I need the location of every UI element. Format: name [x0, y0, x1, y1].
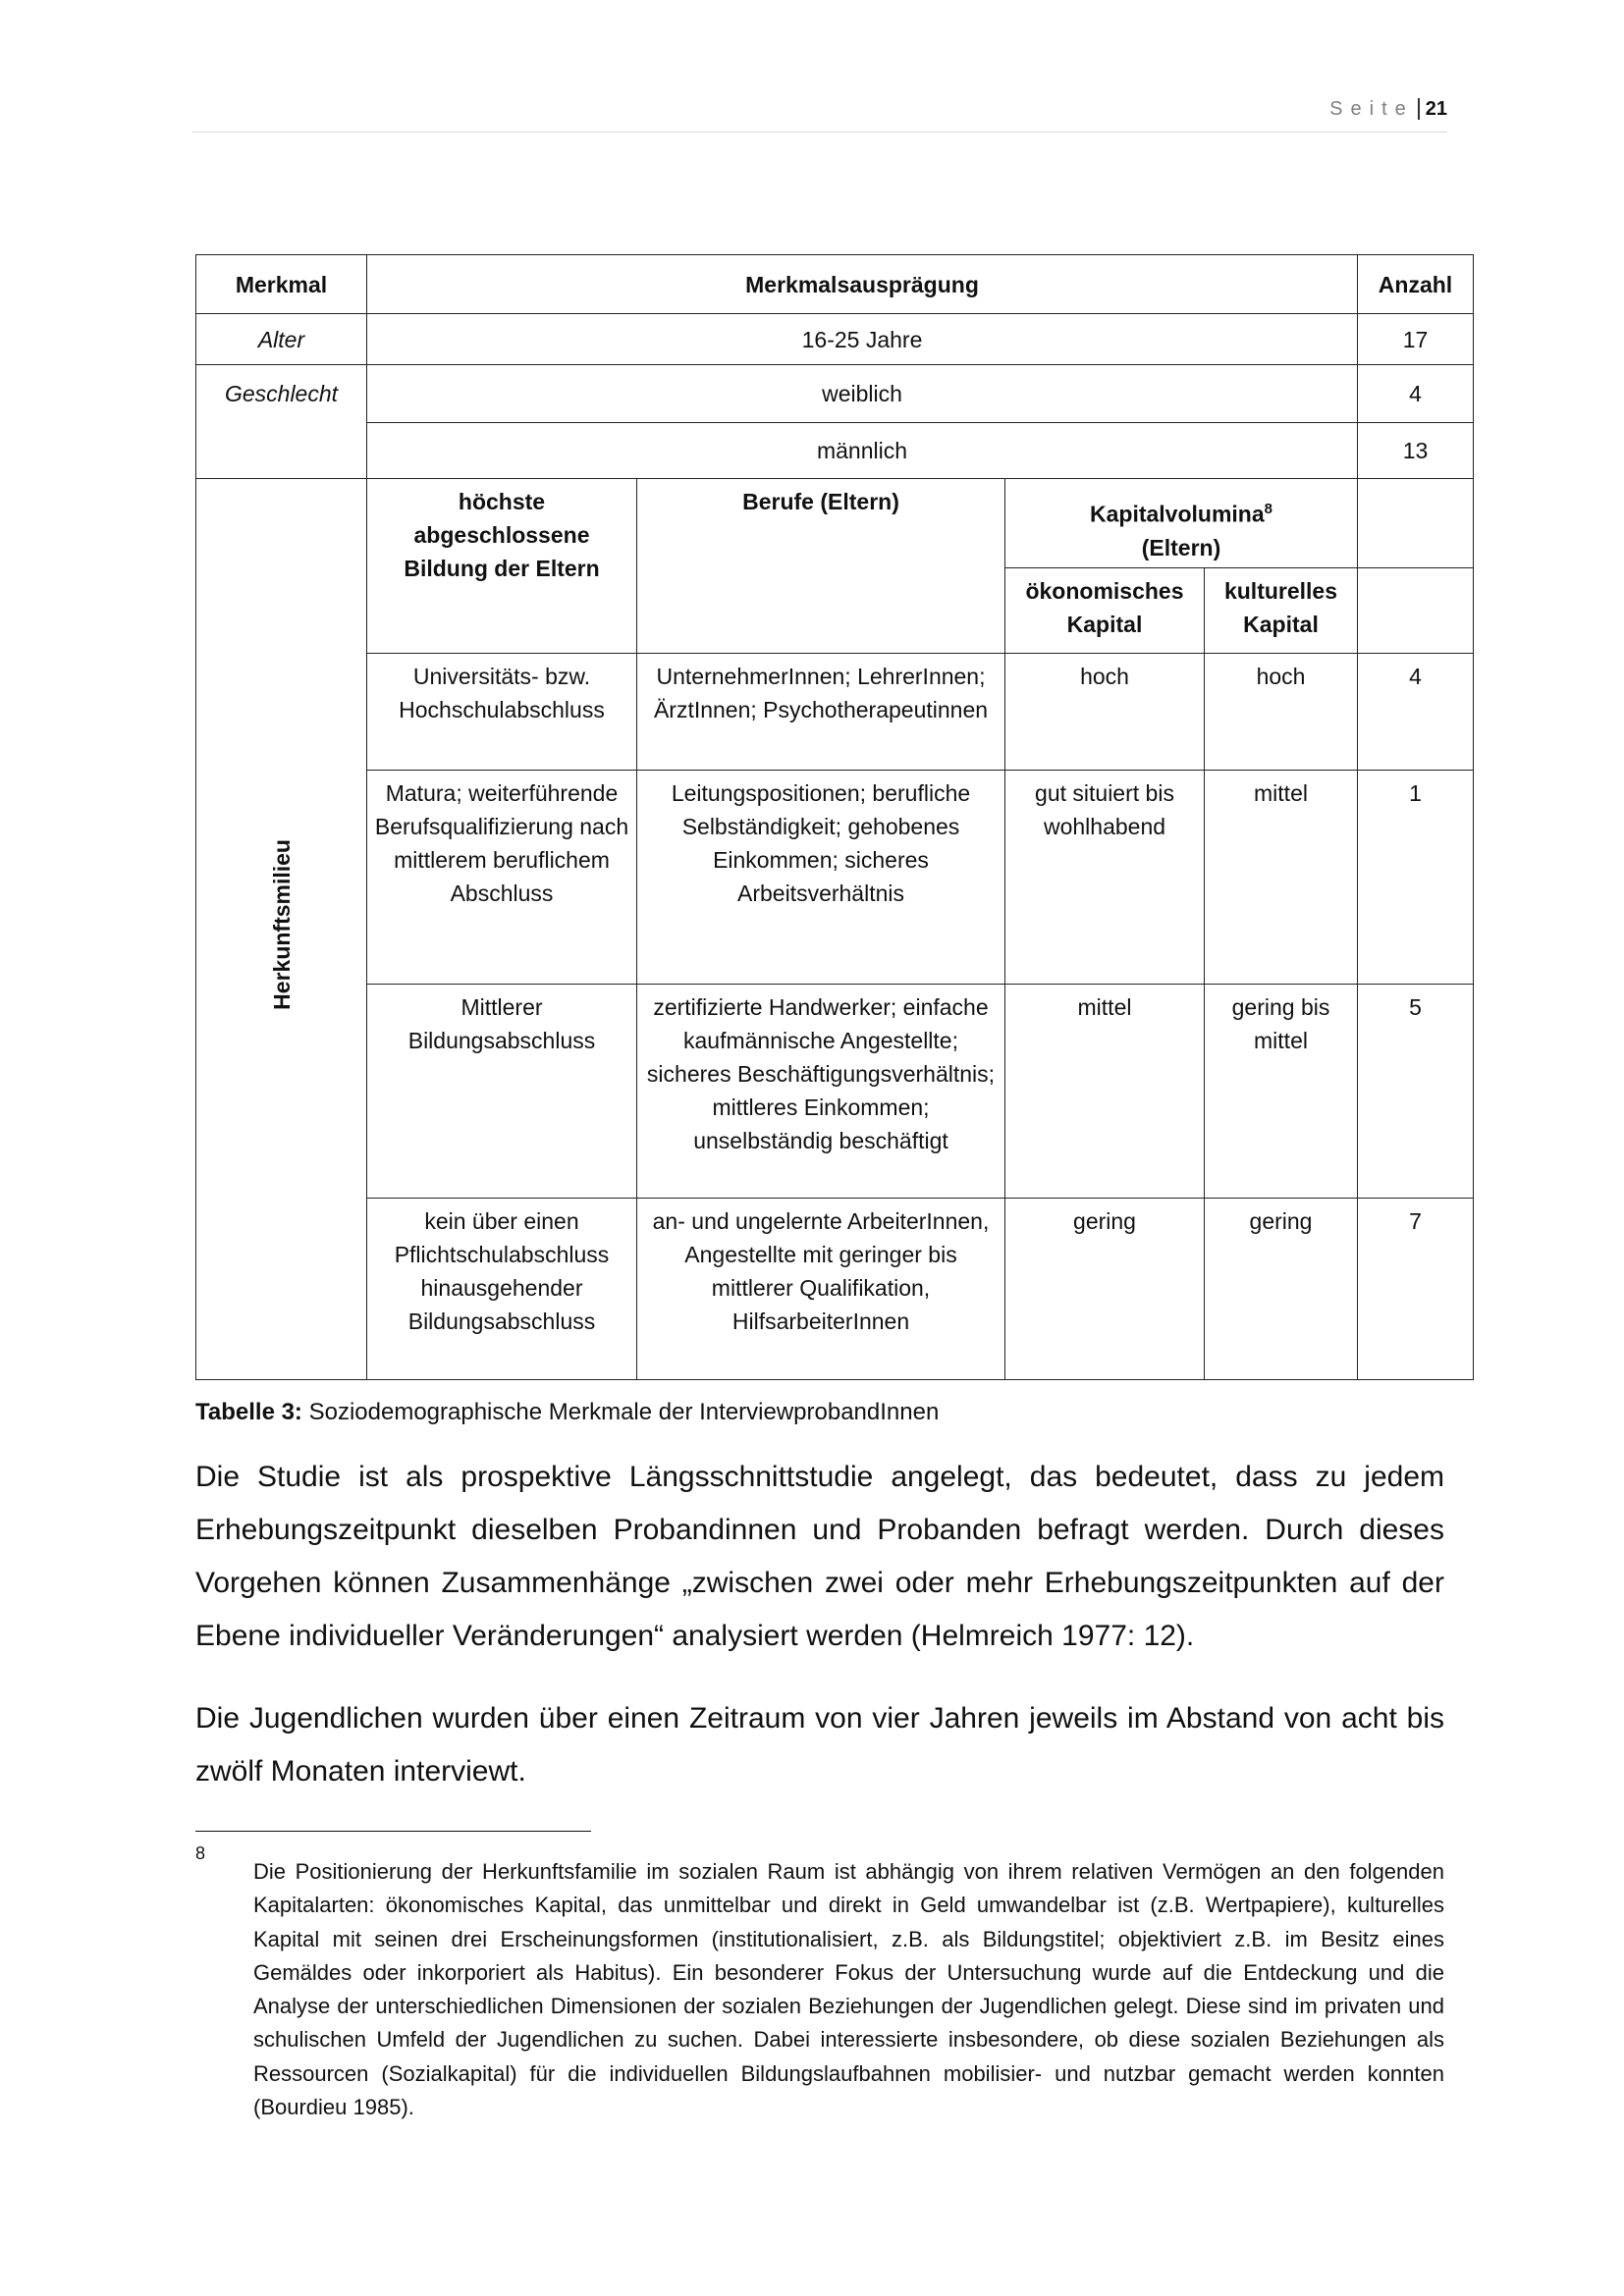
caption-text: Soziodemographische Merkmale der InterviewprobandInnen — [301, 1399, 940, 1425]
count-cell: 5 — [1358, 985, 1474, 1199]
geschlecht-value: männlich — [367, 423, 1358, 479]
oek-cell: gering — [1005, 1199, 1205, 1380]
footnote-mark: 8 — [195, 1843, 206, 1863]
berufe-cell: zertifizierte Handwerker; einfache kaufmännische Angestellte; sicheres Beschäftigungsverhältnis; mittleres Einkommen; unselbständig beschäftigt — [637, 985, 1005, 1199]
alter-value: 16-25 Jahre — [367, 314, 1358, 365]
page-number: 21 — [1418, 98, 1447, 120]
geschlecht-count: 13 — [1358, 423, 1474, 479]
oek-cell: hoch — [1005, 654, 1205, 771]
alter-count: 17 — [1358, 314, 1474, 365]
table-caption — [195, 1399, 939, 1426]
table-header-row — [196, 255, 1474, 314]
milieu-label-cell — [196, 479, 367, 1380]
milieu-subheader-row — [196, 479, 1474, 568]
page-label: Seite — [1329, 98, 1414, 120]
table-row — [196, 314, 1474, 365]
kult-cell: gering bis mittel — [1205, 985, 1358, 1199]
kult-cell: hoch — [1205, 654, 1358, 771]
berufe-cell: Leitungspositionen; berufliche Selbständigkeit; gehobenes Einkommen; sicheres Arbeitsverhältnis — [637, 771, 1005, 985]
footnote-divider — [195, 1831, 591, 1832]
table-row — [196, 654, 1474, 771]
geschlecht-count: 4 — [1358, 365, 1474, 423]
bildung-cell: Matura; weiterführende Berufsqualifizierung nach mittlerem beruflichem Abschluss — [367, 771, 637, 985]
footnote-text: Die Positionierung der Herkunftsfamilie im sozialen Raum ist abhängig von ihrem relativen Vermögen an den folgenden Kapitalarten: ökonomisches Kapital, das unmittelbar und direkt in Geld umwandelbar ist (z.B. Wertpapiere), kulturelles Kapital mit seinen drei Erscheinungsformen (institutionalisiert, z.B. als Bildungstitel; objektiviert z.B. im Besitz eines Gemäldes oder inkorporiert als Habitus). Ein besonderer Fokus der Untersuchung wurde auf die Entdeckung und die Analyse der unterschiedlichen Dimensionen der sozialen Beziehungen der Jugendlichen gelegt. Diese sind im privaten und schulischen Umfeld der Jugendlichen zu suchen. Dabei interessierte insbesondere, ob diese sozialen Beziehungen als Ressourcen (Sozialkapital) für die individuellen Bildungslaufbahnen mobilisier- und nutzbar gemacht werden konnten (Bourdieu 1985). — [253, 1859, 1444, 2120]
body-paragraph: Die Jugendlichen wurden über einen Zeitraum von vier Jahren jeweils im Abstand von acht bis zwölf Monaten interviewt. — [195, 1702, 1444, 1788]
kapital-eltern: (Eltern) — [1141, 534, 1221, 561]
subheader-kapital — [1005, 479, 1358, 568]
alter-label: Alter — [196, 314, 367, 365]
oek-cell: gut situiert bis wohlhabend — [1005, 771, 1205, 985]
table-row — [196, 985, 1474, 1199]
geschlecht-value: weiblich — [367, 365, 1358, 423]
geschlecht-label: Geschlecht — [196, 365, 367, 479]
count-cell: 7 — [1358, 1199, 1474, 1380]
page-header — [192, 98, 1447, 133]
bildung-cell: Mittlerer Bildungsabschluss — [367, 985, 637, 1199]
berufe-cell: an- und ungelernte ArbeiterInnen, Angestellte mit geringer bis mittlerer Qualifikation, HilfsarbeiterInnen — [637, 1199, 1005, 1380]
kult-cell: mittel — [1205, 771, 1358, 985]
empty-cell — [1358, 479, 1474, 568]
table-row — [196, 423, 1474, 479]
footnote-ref[interactable]: 8 — [1264, 501, 1272, 517]
subheader-kult: kulturelles Kapital — [1205, 568, 1358, 654]
header-anzahl: Anzahl — [1358, 255, 1474, 314]
empty-cell — [1358, 568, 1474, 654]
milieu-label: Herkunftsmilieu — [268, 839, 295, 1010]
kapital-label: Kapitalvolumina — [1090, 501, 1265, 527]
table-row — [196, 771, 1474, 985]
oek-cell: mittel — [1005, 985, 1205, 1199]
table-row — [196, 1199, 1474, 1380]
count-cell: 4 — [1358, 654, 1474, 771]
subheader-oek: ökonomisches Kapital — [1005, 568, 1205, 654]
bildung-cell: kein über einen Pflichtschulabschluss hinausgehender Bildungsabschluss — [367, 1199, 637, 1380]
berufe-cell: UnternehmerInnen; LehrerInnen; ÄrztInnen; Psychotherapeutinnen — [637, 654, 1005, 771]
sociodemographic-table — [195, 254, 1474, 1380]
header-auspraegung: Merkmalsausprägung — [367, 255, 1358, 314]
bildung-cell: Universitäts- bzw. Hochschulabschluss — [367, 654, 637, 771]
caption-label: Tabelle 3: — [195, 1399, 302, 1425]
subheader-berufe: Berufe (Eltern) — [637, 479, 1005, 654]
body-paragraph: Die Studie ist als prospektive Längsschnittstudie angelegt, das bedeutet, dass zu jedem Erhebungszeitpunkt dieselben Probandinnen und Probanden befragt werden. Durch dieses Vorgehen können Zusammenhänge „zwischen zwei oder mehr Erhebungszeitpunkten auf der Ebene individueller Veränderungen“ analysiert werden (Helmreich 1977: 12). — [195, 1461, 1444, 1652]
header-merkmal: Merkmal — [196, 255, 367, 314]
kult-cell: gering — [1205, 1199, 1358, 1380]
table-row — [196, 365, 1474, 423]
subheader-bildung: höchste abgeschlossene Bildung der Eltern — [367, 479, 637, 654]
count-cell: 1 — [1358, 771, 1474, 985]
